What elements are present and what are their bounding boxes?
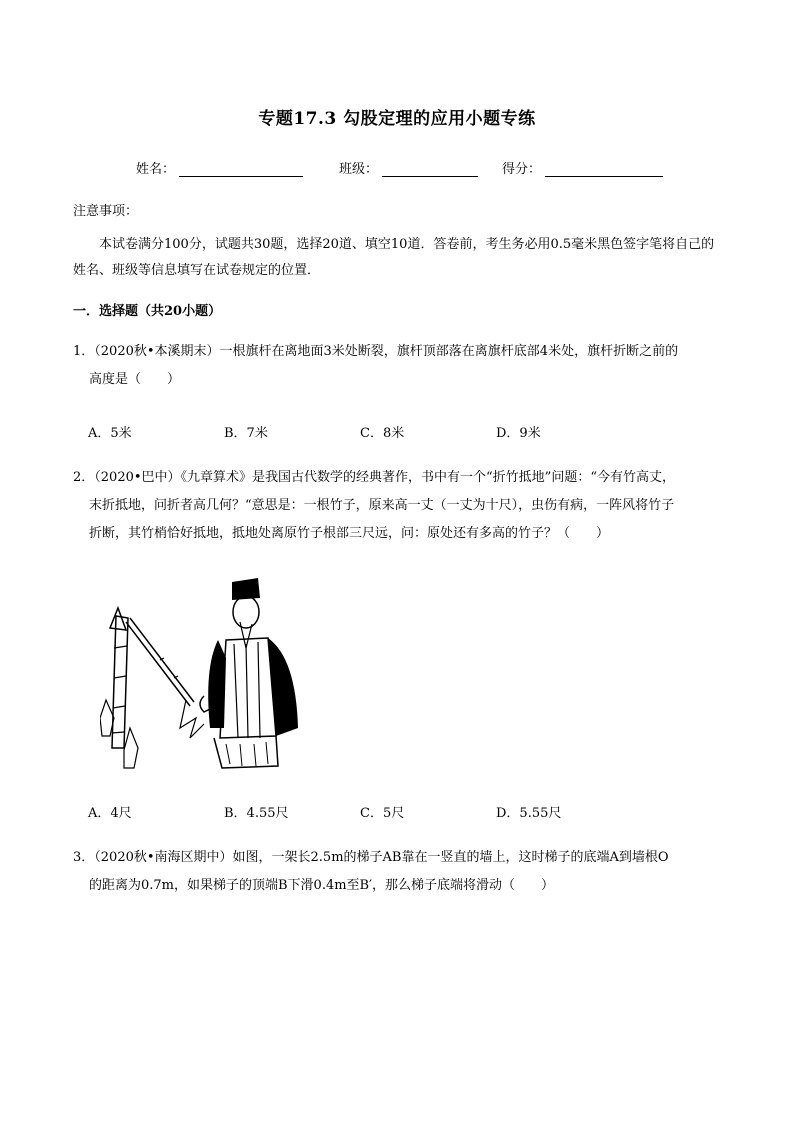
notes-body: 本试卷满分100分，试题共30题，选择20道、填空10道．答卷前，考生务必用0.5毫米黑色签字笔将自己的姓名、班级等信息填写在试卷规定的位置． (73, 237, 715, 278)
notes-title: 注意事项： (73, 204, 139, 219)
q1-option-b[interactable]: B．7米 (224, 426, 268, 441)
q1-option-c[interactable]: C．8米 (360, 426, 405, 441)
name-label: 姓名： (136, 162, 176, 177)
q1-option-a[interactable]: A．5米 (88, 426, 132, 441)
section-title: 一．选择题（共20小题） (73, 304, 222, 319)
q2-option-d[interactable]: D．5.55尺 (496, 806, 562, 821)
question-1-line-1: 1．（2020秋•本溪期末）一根旗杆在离地面3米处断裂，旗杆顶部落在离旗杆底部4米处，旗杆折断之前的 (73, 344, 679, 359)
class-label: 班级： (339, 162, 379, 177)
question-1-options (88, 422, 728, 441)
question-2-line-3: 折断，其竹梢恰好抵地，抵地处离原竹子根部三尺远，问：原处还有多高的竹子？（ ） (89, 526, 610, 541)
question-2-line-1: 2．（2020•巴中）《九章算术》是我国古代数学的经典著作，书中有一个“折竹抵地”问题：“今有竹高丈， (73, 470, 675, 485)
name-blank[interactable] (179, 162, 303, 177)
question-1-line-2: 高度是（ ） (89, 372, 181, 387)
q2-option-c[interactable]: C．5尺 (360, 806, 405, 821)
bamboo-scholar-illustration (100, 578, 306, 772)
page-title: 专题17.3 勾股定理的应用小题专练 (258, 109, 536, 129)
question-2-options (88, 802, 728, 821)
question-1 (73, 338, 729, 394)
class-blank[interactable] (382, 162, 478, 177)
question-3 (73, 844, 729, 900)
score-label: 得分： (502, 162, 542, 177)
score-blank[interactable] (545, 162, 663, 177)
question-2-line-2: 末折抵地，问折者高几何？“意思是：一根竹子，原来高一丈（一丈为十尺），虫伤有病，一阵风将竹子 (89, 498, 675, 513)
question-3-line-1: 3．（2020秋•南海区期中）如图，一架长2.5m的梯子AB靠在一竖直的墙上，这时梯子的底端A到墙根O (73, 850, 669, 865)
q2-option-b[interactable]: B．4.55尺 (224, 806, 289, 821)
q2-option-a[interactable]: A．4尺 (88, 806, 132, 821)
q1-option-d[interactable]: D．9米 (496, 426, 541, 441)
student-info-row (136, 158, 663, 177)
question-2 (73, 464, 729, 548)
question-3-line-2: 的距离为0.7m，如果梯子的顶端B下滑0.4m至B′，那么梯子底端将滑动（ ） (89, 878, 555, 893)
